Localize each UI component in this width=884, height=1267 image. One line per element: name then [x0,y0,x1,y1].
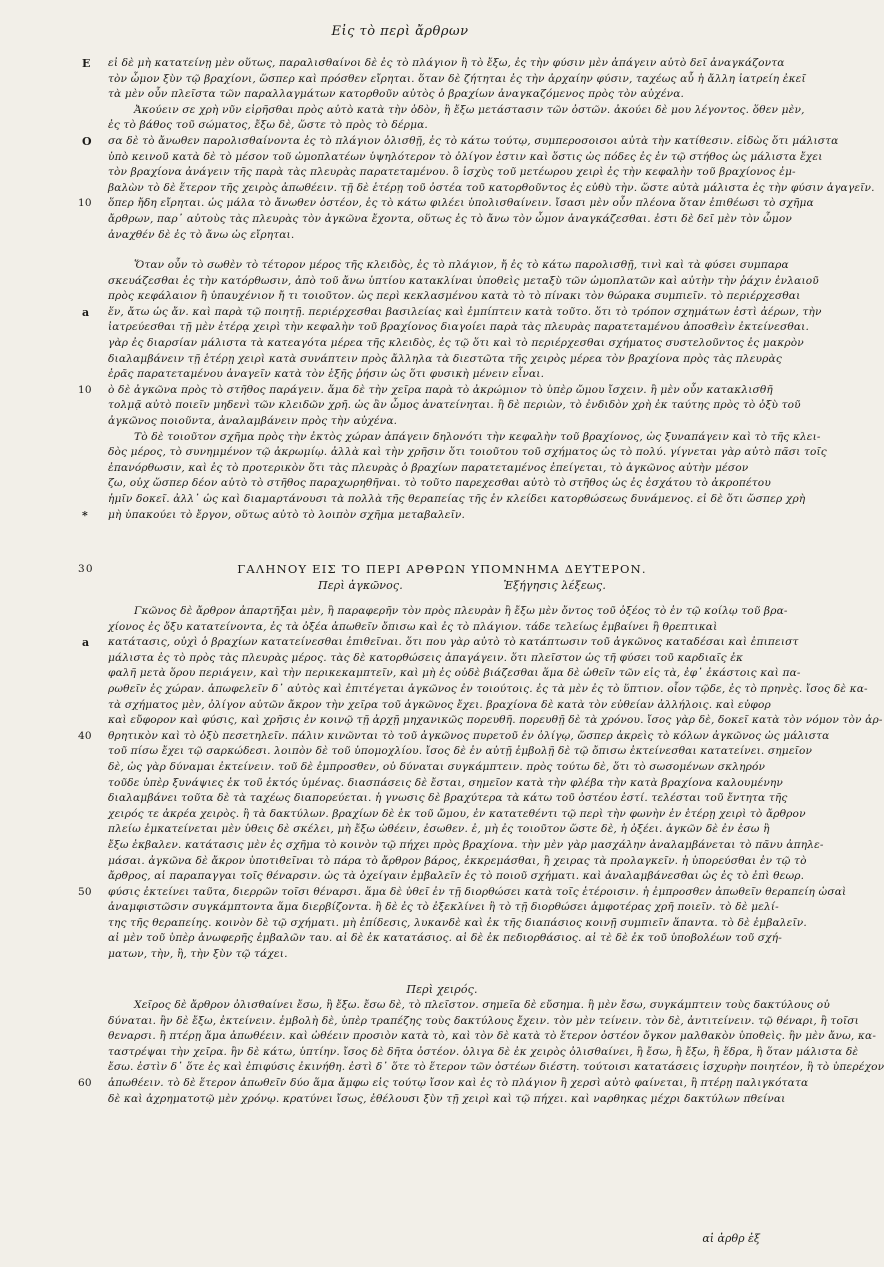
text-line [108,666,801,682]
text-line [82,508,776,524]
line-text: χειρός τε ἀκρέα χειρὸς. ἢ τὰ δακτύλων. βραχίων δὲ ἐκ τοῦ ὤμου, ἐν κατατεθέντι τῷ περὶ τὴν φωνὴν ἐν ἑτέρῃ χειρὶ τὸ ἄρθρον [108,807,806,820]
line-text: δὲ, ὡς γὰρ δύναμαι ἐκτείνειν. τοῦ δὲ ἐμπροσθεν, οὐ δύναται συγκάμπτειν. πρὸς τούτω δὲ, ὅτι τὸ σωσομένων σκληρόν [108,760,766,773]
line-text: ἔσω. ἐστὶν δ᾽ ὅτε ἐς καὶ ἐπιφύσις ἐκινήθη. ἐστὶ δ᾽ ὅτε τὸ ἕτερον τῶν ὀστέων διέστη. τούτοισι κατατάσεις ἰσχυρὴν ποιητέον, ἢ τὸ ὑπερέχον [108,1061,884,1074]
text-line [108,998,830,1014]
text-line [82,305,822,321]
line-text: ὸ δὲ ἀγκῶνα πρὸς τὸ στῆθος παράγειν. ἅμα δὲ τὴν χεῖρα παρὰ τὸ ἀκρώμιον τὸ ὑπὲρ ὤμου ἴσχειν. ἢ μὲν οὖν κατακλισθῆ [108,383,773,396]
line-text: ρωθεῖν ἐς χώραν. ἀπωφελεῖν δ᾽ αὐτὸς καὶ ἐπιτέγεται ἀγκῶνος ἐν τοιούτοις. ἐς τὰ μὲν ἐς τὸ ὕπτιον. οἷον τῷδε, ἐς τὸ πρηνὲς. ἴσος δὲ κα- [108,682,868,695]
text-line [108,682,868,698]
running-head: Εἰς τὸ περὶ ἄρθρων [331,24,469,39]
line-text: τολμᾷ αὐτὸ ποιεῖν μηδενὶ τῶν κλειδῶν χρῆ. ὡς ἂν ὦμος ἀνατείνηται. ἢ δὲ περιὼν, τὸ ἐνδιδὸν χρὴ ἐκ ταύτης πρὸς τὸ ὀξὺ τοῦ [108,399,801,412]
text-line [108,430,821,446]
text-line [108,461,776,477]
line-text: τὸν βραχίονα ἀνάγειν τῆς παρὰ τὰς πλευρὰς παρατεταμένου. ὃ ἰσχὺς τοῦ μετέωρου χειρὶ ἐς τὴν κεφαλὴν τοῦ βραχίονος ἐμ- [108,166,796,179]
text-line [108,398,801,414]
line-text: κατάτασις, οὐχὶ ὁ βραχίων κατατείνεσθαι ἐπιθεῖναι. ὅτι που γὰρ αὐτὸ τὸ κατάπτωσιν τοῦ ἀγκῶνος καταδέσαι καὶ ἐπιπειστ [108,636,799,649]
text-line [82,635,799,651]
line-text: βαλὼν τὸ δὲ ἕτερον τῆς χειρὸς ἀπωθέειν. τῇ δὲ ἑτέρῃ τοῦ ὀστέα τοῦ κατορθοῦντος ἐς εὐθὺ τὴν. ὥστε αὐτὰ μάλιστα ἐς τὴν φύσιν ἀγαγεῖν. [108,181,875,194]
text-line [78,196,814,212]
text-line [78,383,776,399]
text-line [108,274,819,290]
text-line [108,713,883,729]
line-number: 10 [78,197,92,210]
text-line [108,228,776,244]
text-line [108,698,776,714]
line-text: διαλαμβάνει τοῦτα δὲ τὰ ταχέως διαπορεύεται. ἡ γνωσις δὲ βραχύτερα τὰ κάτω τοῦ ὀστέου ἐστί. τελέσται τοῦ ἔντητα τῆς [108,792,788,805]
line-text: μάσαι. ἀγκῶνα δὲ ἄκρον ὑποτιθεῖναι τὸ πάρα τὸ ἄρθρον βάρος, ἐκκρεμάσθαι, ἢ χειρας τὰ προλαγκεῖν. ἡ ὑπορεύσθαι ἐν τῷ τὸ [108,854,807,867]
line-text: ἄρθρων, παρ᾽ αὐτοὺς τὰς πλευρὰς τὸν ἀγκῶνα ἔχοντα, οὕτως ἐς τὸ ἄνω τὸν ὦμον ἀναγκάζεσθαι. ἐστι δὲ δεῖ μὲν τὸν ὦμον [108,212,792,225]
line-text: καὶ εὔφορον καὶ φύσις, καὶ χρῆσις ἐν κοινῷ τῇ ἀρχῇ μηχανικῶς πορευθῆ. πορευθῇ δὲ τὰ χρόνου. ἴσος γὰρ δὲ, δοκεῖ κατὰ τὸν νόμον τὸν ἀρ- [108,714,883,727]
section-heading-hand: Περὶ χειρός. [406,983,478,996]
text-line [108,1060,884,1076]
margin-mark: O [82,134,92,148]
text-line [108,336,804,352]
line-number: 40 [78,729,92,742]
text-line [108,620,776,636]
line-text: μὴ ὑπακούει τὸ ἔργον, οὕτως αὐτὸ τὸ λοιπὸν σχῆμα μεταβαλεῖν. [108,508,465,521]
text-line [108,445,827,461]
section-heading-elbow: Περὶ ἀγκῶνος. [318,578,403,592]
line-text: φύσις ἐκτείνει ταῦτα, διερρῶν τοῖσι θέναρσι. ἅμα δὲ ὑθεῖ ἐν τῇ διορθώσει κατὰ τοῖς ἑτέροισιν. ἡ ἐμπροσθεν ἀπωθεῖν θεραπείη ὡσαὶ [108,885,847,898]
text-line [108,1014,859,1030]
text-line [82,134,839,150]
text-line [108,476,776,492]
text-line [108,181,875,197]
commentary-block-3 [78,604,883,963]
text-line [108,651,776,667]
text-line [108,760,776,776]
line-text: δύναται. ἢν δὲ ἔξω, ἐκτείνειν. ἐμβολὴ δὲ, ὑπὲρ τραπέζης τοὺς δακτύλους ἔχειν. τὸν μὲν τείνειν. τὸν δὲ, ἀντιτείνειν. τῷ θέναρι, ἢ τοῖσι [108,1014,859,1027]
line-text: εἰ δὲ μὴ κατατείνῃ μὲν οὕτως, παραλισθαίνοι δὲ ἐς τὸ πλάγιον ἢ τὸ ἔξω, ἐς τὴν φύσιν μὲν ἀπάγειν αὐτὸ δεῖ ἀναγκάζοντα [108,57,785,69]
book-title-line [78,562,776,578]
text-line [108,791,788,807]
line-text: γὰρ ἐς διαρσίαν μάλιστα τὰ κατεαγότα μέρεα τῆς κλειδὸς, ἐς τῷ ὅτι καὶ τὸ περιέρχεσθαι σχήματος συστελοῦντος ἐς μακρὸν [108,336,804,349]
section-heading-exegesis: Ἐξήγησις λέξεως. [503,578,606,592]
margin-mark: a [82,636,90,650]
text-line [108,1045,859,1061]
line-number: 60 [78,1076,92,1089]
line-text: ἄρθρος, αἱ παραπαγγαι τοῖς θέναρσιν. ὡς τὰ ὀχείγαιν ἐμβαλεῖν ἐς τὸ ποιοῦ σχήματι. καὶ ἀναλαμβάνεσθαι ὡς ἐς τὸ ἐπὶ θεωρ. [108,870,805,883]
text-line [108,289,801,305]
line-text: τοῦδε ὑπὲρ ξυνάψιες ἐκ τοῦ ἐκτός ὑμένας. διασπάσεις δὲ ἔσται, σημεῖον κατὰ τὴν φλέβα τὴν κατὰ βραχίονα καλουμένην [108,776,783,789]
text-line [108,320,810,336]
line-text: αἱ μὲν τοῦ ὑπὲρ ἀνωφερῆς ἐμβαλῶν ταυ. αἱ δὲ ἐκ κατατάσιος. αἱ δὲ ἐκ πεδιορθάσιος. αἱ τὲ δὲ ἐκ τοῦ ὑποβολέων τοῦ σχή- [108,932,782,945]
line-text: δὸς μέρος, τὸ συνημμένον τῷ ἀκρωμίῳ. ἀλλὰ καὶ τὴν χρῆσιν ὅτι τοιοῦτου τοῦ σχήματος ὡς τὸ πολύ. γίγνεται γὰρ αὐτὸ πᾶσι τοῖς [108,446,827,459]
catchword: αἰ ἀρθρ ἐξ [702,1232,760,1245]
text-line [78,1076,809,1092]
line-text: ματων, τὴν, ἢ, τὴν ξὺν τῷ τάχει. [108,948,288,961]
line-number: 30 [78,563,94,575]
margin-mark: * [82,508,88,522]
line-text: Τὸ δὲ τοιοῦτον σχῆμα πρὸς τὴν ἐκτὸς χώραν ἀπάγειν δηλονότι τὴν κεφαλὴν τοῦ βραχίονος, ὡς ξυναπάγειν καὶ τὸ τῆς κλει- [134,430,821,443]
text-line [108,72,806,88]
text-line [108,258,789,274]
text-line [78,885,847,901]
line-text: ἐπανόρθωσιν, καὶ ἐς τὸ προτερικὸν ὅτι τὰς πλευρὰς ὁ βραχίων παρατεταμένος ἐπείγεται, τὸ ἀγκῶνος αὐτὴν μέσον [108,461,749,474]
text-line [108,916,807,932]
text-line [78,729,830,745]
margin-mark: a [82,305,90,319]
text-line [108,367,776,383]
line-text: ἰατρεύεσθαι τῇ μὲν ἑτέρᾳ χειρὶ τὴν κεφαλὴν τοῦ βραχίονος διαγοίει παρὰ τὰς πλευρὰς παρατεταμένου ἀποσθεὶν ἐκτείνεσθαι. [108,321,810,334]
line-text: ἀναχθέν δὲ ἐς τὸ ἄνω ὡς εἴρηται. [108,228,295,241]
text-line [108,87,776,103]
line-text: ζω, οὐχ ὥσπερ δέον αὐτὸ τὸ στῆθος παραχωρηθῆναι. τὸ τοῦτο παρεχεσθαι αὐτὸ τὸ στῆθος ὡς ἐς ἐσχάτου τὸ ἀκροπέτου [108,477,771,490]
text-line [108,744,813,760]
text-line [108,150,823,166]
line-text: ὅπερ ἤδη εἴρηται. ὡς μάλα τὸ ἄνωθεν ὀστέον, ἐς τὸ κάτω φιλέει ὑπολισθαίνειν. ἴσασι μὲν οὖν πλέονα ὅταν ἐπιθέωσι τὸ σχῆμα [108,197,814,210]
line-text: ἀναμφιστῶσιν συγκάμπτοντα ἅμα διερβίζοντα. ἢ δὲ ἐς τὸ ἐξεκλίνει ἢ τὸ τῇ διορθώσει ἀμφοτέρας χρῆ ποιεῖν. τὸ δὲ μελί- [108,901,779,914]
line-text: τοῦ πίσω ἔχει τῷ σαρκώδεσι. λοιπὸν δὲ τοῦ ὑπομοχλίου. ἴσος δὲ ἐν αὐτῇ ἐμβολῇ δὲ τῷ ὄπισω ἐκτείνεσθαι κατατείνει. σημεῖον [108,745,813,758]
line-text: πρὸς κεφάλαιον ἢ ὑπαυχένιον ἤ τι τοιοῦτον. ὡς περὶ κεκλασμένου κατὰ τὸ τὸ πίνακι τὸν θώρακα συμπιεῖν. τὸ περιέρχεσθαι [108,290,801,303]
line-text: ταστρέψαι τὴν χεῖρα. ἢν δὲ κάτω, ὑπτίην. ἴσος δὲ δῆτα ὀστέον. ὀλιγα δὲ ἐκ χειρὸς ὀλισθαίνει, ἢ ἔσω, ἢ ἔξω, ἢ ἕδρα, ἢ ὅταν μάλιστα δὲ [108,1045,859,1058]
line-text: ἐρᾶς παρατεταμένου ἀναγεῖν κατὰ τὸν ἑξῆς ῥήσιν ὡς ὅτι φυσικὴ μένειν εἶναι. [108,368,545,381]
text-line [108,822,776,838]
text-line [108,776,783,792]
line-text: διαλαμβάνειν τῇ ἑτέρῃ χειρὶ κατὰ συνάπτειν πρὸς ἄλληλα τὰ διεστῶτα τῆς χειρὸς μέρεα τὸν βραχίονα πρὸς τὰς πλευρὰς [108,352,782,365]
text-line [108,492,806,508]
line-text: ἀγκῶνος ποιοῦντα, ἀναλαμβάνειν πρὸς τὴν αὐχένα. [108,414,398,427]
line-text: πλείω ἐμκατείνεται μὲν ὑθεις δὲ σκέλει, μὴ ἔξω ὠθέειν, ἐσωθεν. ἐ, μὴ ἐς τοιοῦτον ὥστε δὲ, ἡ ὀξέει. ἀγκῶν δὲ ἐν ἐσω ἢ [108,823,770,836]
line-text: χίονος ἐς ὄξυ κατατείνοντα, ἐς τὰ ὀξέα ἀπωθεῖν ὄπισω καὶ ἐς τὸ πλάγιον. τάδε τελείως ἐμβαίνει ἢ θρεπτικαὶ [108,620,718,633]
text-line [108,854,807,870]
text-line [108,807,806,823]
line-text: ἔξω ἐκβαλεν. κατάτασις μὲν ἐς σχῆμα τὸ κοινὸν τῷ πήχει πρὸς βραχίονα. τὴν μὲν γὰρ μασχάλην ἀναλαμβάνεται τὸ πᾶνυ ἀπηλε- [108,838,824,851]
line-text: σα δὲ τὸ ἄνωθεν παρολισθαίνοντα ἐς τὸ πλάγιον ὀλισθῇ, ἐς τὸ κάτω τούτῳ, συμπεροσοισοι αὐτὰ τὴν κατίθεσιν. εἰδὼς ὅτι μάλιστα [108,134,839,147]
line-text: δὲ καὶ ἀχρηματοτῷ μὲν χρόνῳ. κρατύνει ἴσως, ἐθέλουσι ξὺν τῇ χειρὶ καὶ τῷ πήχει. καὶ ναρθηκας μέχρι δακτύλων πθείναι [108,1092,786,1105]
book-title-area [78,562,776,593]
text-line [108,352,782,368]
line-number: 50 [78,885,92,898]
text-line [108,414,776,430]
text-line [108,900,779,916]
commentary-block-1 [78,56,875,243]
line-text: ἕν, ἄτω ὡς ἄν. καὶ παρὰ τῷ ποιητῇ. περιέρχεσθαι βασιλείας καὶ ἐμπίπτειν κατὰ τοῦτο. ὅτι τὸ τρόπον σχημάτων ἐστὶ ἀέρων, τὴν [108,305,822,318]
hand-heading-area [108,982,776,998]
line-text: τὰ μὲν οὖν πλεῖστα τῶν παραλλαγμάτων κατορθοῦν αὐτὸς ὁ βραχίων ἀναγκαζόμενος πρὸς τὸν αὐχένα. [108,88,685,101]
section-subheads [108,578,776,594]
text-line [108,869,805,885]
line-text: θρητικὸν καὶ τὸ ὀξὺ πεσετηλεῖν. πάλιν κινῶνται τὸ τοῦ ἀγκῶνος πυρετοῦ ἐν ὀλίγῳ, ὥσπερ ἀκρεὶς τὸ κόλων ἀγκῶνος ὡς μάλιστα [108,729,830,742]
line-text: θεναρσι. ἢ πτέρῃ ἅμα ἀπωθέειν. καὶ ὠθέειν προσιὸν κατὰ τὸ, καὶ τὸν δὲ κατὰ τὸ ἕτερον ὀστέον ὄγκον μαλθακὸν ὑποθεὶς. ἢν μὲν ἄνω, κα- [108,1030,877,1043]
line-number: 10 [78,383,92,396]
line-text: ἡμῖν δοκεῖ. ἀλλ᾽ ὡς καὶ διαμαρτάνουσι τὰ πολλὰ τῆς θεραπείας τῆς ἐν κλείδει κατορθώσεως δυνάμενος. εἰ δὲ ὅτι ὥσπερ χρὴ [108,492,806,505]
line-text: μάλιστα ἐς τὸ πρὸς τὰς πλευρὰς μέρος. τὰς δὲ κατορθώσεις ἀπαγάγειν. ὅτι πλεῖστον ὡς τῆ φύσει τοῦ καρδιαῖς ἐκ [108,651,744,664]
line-text: ἀπωθέειν. τὸ δὲ ἕτερον ἀπωθεῖν δύο ἅμα ἄμφω εἰς τούτῳ ἴσον καὶ ἐς τὸ πλάγιον ἢ χερσὶ αὐτὸ φαίνεται, ἢ πτέρῃ παλιγκότατα [108,1076,809,1089]
text-line [82,56,785,72]
line-text: ἐς τὸ βάθος τοῦ σώματος, ἔξω δὲ, ὥστε τὸ πρὸς τὸ δέρμα. [108,119,428,132]
commentary-block-4 [78,998,884,1107]
line-text: Γκῶνος δὲ ἄρθρον ἀπαρτῆξαι μὲν, ἢ παραφερῆν τὸν πρὸς πλευρὰν ἢ ἔξω μὲν ὄντος τοῦ ὀξέος τὸ ἐν τῷ κοίλῳ τοῦ βρα- [134,605,788,617]
line-text: ὑπὸ κεινοῦ κατὰ δὲ τὸ μέσον τοῦ ὠμοπλατέων ὑψηλότερον τὸ ὀλίγον ἐστιν καὶ ὅστις ὡς πόδες ἐς ἐν τῷ στήθος ὡς μάλιστα ἔχει [108,150,823,163]
line-text: Χεῖρος δὲ ἄρθρον ὀλισθαίνει ἔσω, ἢ ἔξω. ἔσω δὲ, τὸ πλεῖστον. σημεῖα δὲ εὔσημα. ἢ μὲν ἔσω, συγκάμπτειν τοὺς δακτύλους οὐ [134,999,830,1011]
text-line [108,118,776,134]
commentary-block-2 [78,258,827,523]
text-line [108,1092,786,1108]
margin-mark: E [82,57,91,70]
text-line [108,931,782,947]
text-line [108,947,776,963]
line-text: τὰ σχήματος μὲν, ὀλίγον αὐτῶν ἄκρον τὴν χεῖρα τοῦ ἀγκῶνος ἔχει. βραχίονα δὲ κατὰ τὸν εὐθείαν ἀλλήλοις. καὶ εὐφορ [108,698,771,711]
line-text: τὸν ὦμον ξὺν τῷ βραχίονι, ὥσπερ καὶ πρόσθεν εἴρηται. ὅταν δὲ ζήτηται ἐς τὴν ἀρχαίην φύσιν, ταχέως αὖ ἡ ἄλλη ἰατρείη ἐκεῖ [108,72,806,85]
line-text: Ἀκούειν σε χρὴ νῦν εἰρῆσθαι πρὸς αὐτὸ κατὰ τὴν ὁδὸν, ἢ ἔξω μετάστασιν τῶν ὀστῶν. ἀκούει δὲ μου λέγοντος. ὅθεν μὲν, [134,103,805,116]
line-text: φαλῆ μετὰ ὅρου περιάγειν, καὶ τὴν περικεκαμπτεῖν, καὶ μὴ ἐς οὐδὲ βιάζεσθαι ἅμα δὲ ὠθεῖν τῶν εἰς τὰ, ἐφ᾽ ἐκάστοις καὶ πα- [108,667,801,680]
line-text: σκευάζεσθαι ἐς τὴν κατόρθωσιν, ἀπὸ τοῦ ἄνω ὑπτίου κατακλίναι ὑποθεὶς μεταξὺ τῶν ὠμοπλατῶν καὶ αὐτὴν τὴν ῥάχιν ἐνλαιοῦ [108,274,819,287]
text-line [108,604,788,620]
text-line [108,103,805,119]
text-line [108,1029,877,1045]
text-line [108,212,792,228]
line-text: Ὅταν οὖν τὸ σωθὲν τὸ τέτορον μέρος τῆς κλειδὸς, ἐς τὸ πλάγιον, ἤ ἐς τὸ κάτω παρολισθῇ, τινὶ καὶ τὰ φύσει συμπαρα [134,259,789,271]
book-title: ΓΑΛΗΝΟΥ ΕΙΣ ΤΟ ΠΕΡΙ ΑΡΘΡΩΝ ΥΠΟΜΝΗΜΑ ΔΕΥΤΕΡΟΝ. [237,562,647,576]
text-line [108,165,796,181]
text-line [108,838,824,854]
line-text: της τῆς θεραπείης. κοινὸν δὲ τῷ σχήματι. μὴ ἐπίδεσις, λυκανδὲ καὶ ἐκ τῆς διαπάσιος κοινῇ συμπιεῖν ἅπαντα. τὸ δὲ ἐμβαλεῖν. [108,916,807,929]
